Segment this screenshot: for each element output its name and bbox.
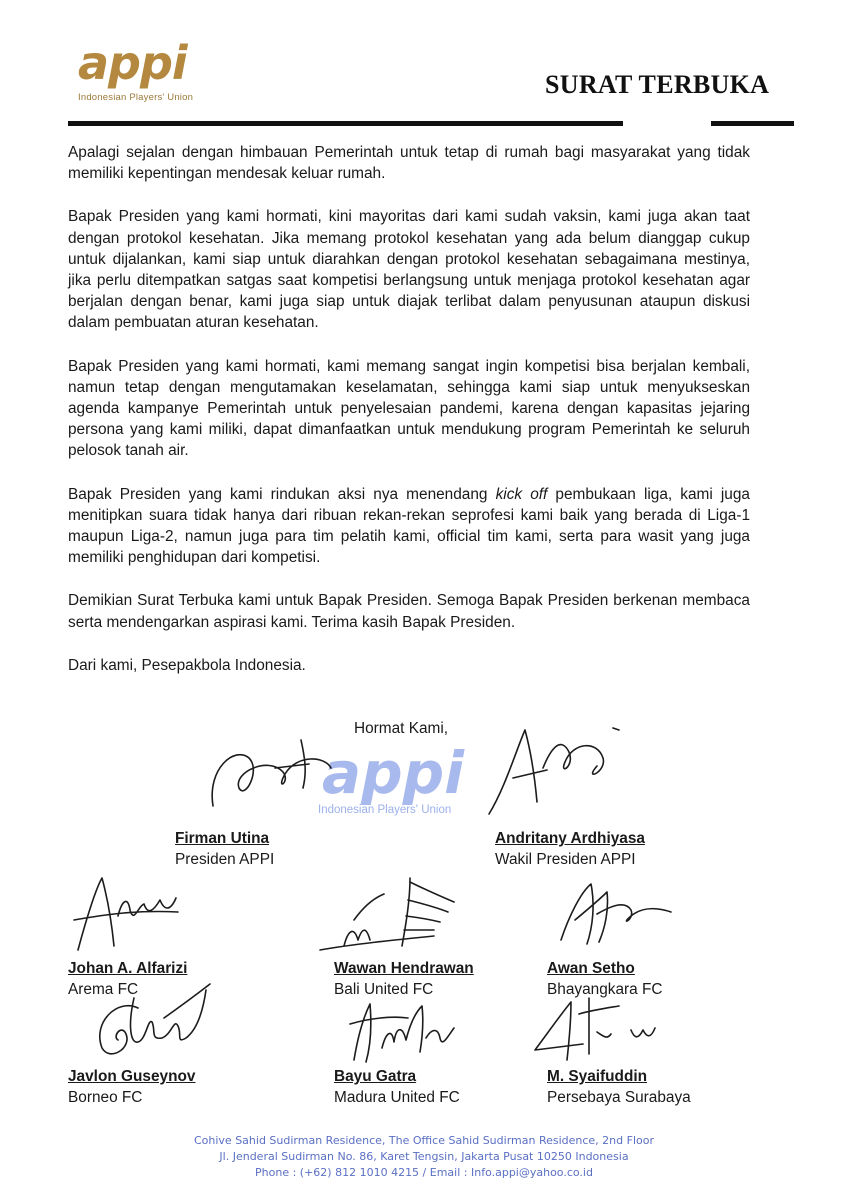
header-rule-right <box>711 121 794 126</box>
logo-tagline: Indonesian Players' Union <box>78 92 194 103</box>
signature-javlon-guseynov <box>78 978 228 1068</box>
header-rule-left <box>68 121 623 126</box>
footer-contact-line: Phone : (+62) 812 1010 4215 / Email : Info.appi@yahoo.co.id <box>255 1166 593 1179</box>
signature-wawan-hendrawan <box>314 870 484 960</box>
signatory-name: Wawan Hendrawan <box>334 960 474 977</box>
paragraph-5: Demikian Surat Terbuka kami untuk Bapak Presiden. Semoga Bapak Presiden berkenan membaca serta mendengarkan aspirasi kami. Terima kasih Bapak Presiden. <box>68 592 750 631</box>
footer-address-line-2: Jl. Jenderal Sudirman No. 86, Karet Tengsin, Jakarta Pusat 10250 Indonesia <box>219 1150 629 1163</box>
signature-johan-alfarizi <box>68 870 198 955</box>
signatory-role: Borneo FC <box>68 1089 143 1106</box>
appi-logo <box>78 36 228 104</box>
letter-body <box>68 142 750 676</box>
signatory-name: Firman Utina <box>175 830 270 847</box>
paragraph-4-start: Bapak Presiden yang kami rindukan aksi nya menendang <box>68 485 496 503</box>
signatory-name: Andritany Ardhiyasa <box>495 830 645 847</box>
footer-address-line-1: Cohive Sahid Sudirman Residence, The Office Sahid Sudirman Residence, 2nd Floor <box>193 1134 654 1147</box>
signatory-name: Awan Setho <box>547 960 635 977</box>
paragraph-3: Bapak Presiden yang kami hormati, kami memang sangat ingin kompetisi bisa berjalan kembali, namun tetap dengan mengutamakan keselamatan, sehingga kami siap untuk menyukseskan agenda kampanye Pemerintah untuk penyelesaian pandemi, karena dengan kapasitas jejaring persona yang kami miliki, dapat dimanfaatkan untuk mendukung program Pemerintah ke seluruh pelosok tanah air. <box>68 357 750 460</box>
document-title: SURAT TERBUKA <box>545 70 770 99</box>
signature-bayu-gatra <box>344 988 474 1068</box>
signature-awan-setho <box>547 870 697 955</box>
signatory-role: Bali United FC <box>334 981 434 998</box>
logo-wordmark: appi <box>78 36 187 90</box>
signatory-name: M. Syaifuddin <box>547 1068 648 1085</box>
closing-salutation: Hormat Kami, <box>354 720 449 737</box>
stamp-wordmark: appi <box>322 739 465 807</box>
paragraph-4-italic: kick off <box>495 485 548 503</box>
paragraph-4 <box>68 484 750 569</box>
signatory-role: Bhayangkara FC <box>547 981 663 998</box>
letterhead-footer <box>0 1133 848 1181</box>
signatory-role: Arema FC <box>68 981 139 998</box>
paragraph-1: Apalagi sejalan dengan himbauan Pemerintah untuk tetap di rumah bagi masyarakat yang tidak memiliki kepentingan mendesak keluar rumah. <box>68 144 750 183</box>
signatory-role: Wakil Presiden APPI <box>495 851 636 868</box>
signatory-role: Madura United FC <box>334 1089 460 1106</box>
signature-m-syaifuddin <box>527 988 677 1068</box>
signature-andritany-ardhiyasa <box>485 718 645 828</box>
signature-firman-utina <box>205 728 355 828</box>
stamp-tagline: Indonesian Players' Union <box>318 804 452 816</box>
signatory-role: Presiden APPI <box>175 851 275 868</box>
signatory-name: Bayu Gatra <box>334 1068 417 1085</box>
signatory-role: Persebaya Surabaya <box>547 1089 691 1106</box>
signatory-name: Javlon Guseynov <box>68 1068 196 1085</box>
signatory-name: Johan A. Alfarizi <box>68 960 188 977</box>
paragraph-6: Dari kami, Pesepakbola Indonesia. <box>68 656 306 674</box>
paragraph-2: Bapak Presiden yang kami hormati, kini mayoritas dari kami sudah vaksin, kami juga akan taat dengan protokol kesehatan. Jika memang protokol kesehatan yang ada belum dianggap cukup untuk dijalankan, kami siap untuk diarahkan dengan protokol kesehatan sebagaimana mestinya, jika perlu ditempatkan satgas saat kompetisi berlangsung untuk menjaga protokol kesehatan agar berjalan dengan benar, kami juga siap untuk diajak terlibat dalam penyusunan ataupun diskusi dalam pembuatan aturan kesehatan. <box>68 208 750 332</box>
paragraph-4-end: pembukaan liga, kami juga menitipkan suara tidak hanya dari ribuan rekan-rekan seprofesi kami baik yang berada di Liga-1 maupun Liga-2, namun juga para tim pelatih kami, official tim kami, serta para wasit yang juga memiliki penghidupan dari kompetisi. <box>68 485 750 567</box>
